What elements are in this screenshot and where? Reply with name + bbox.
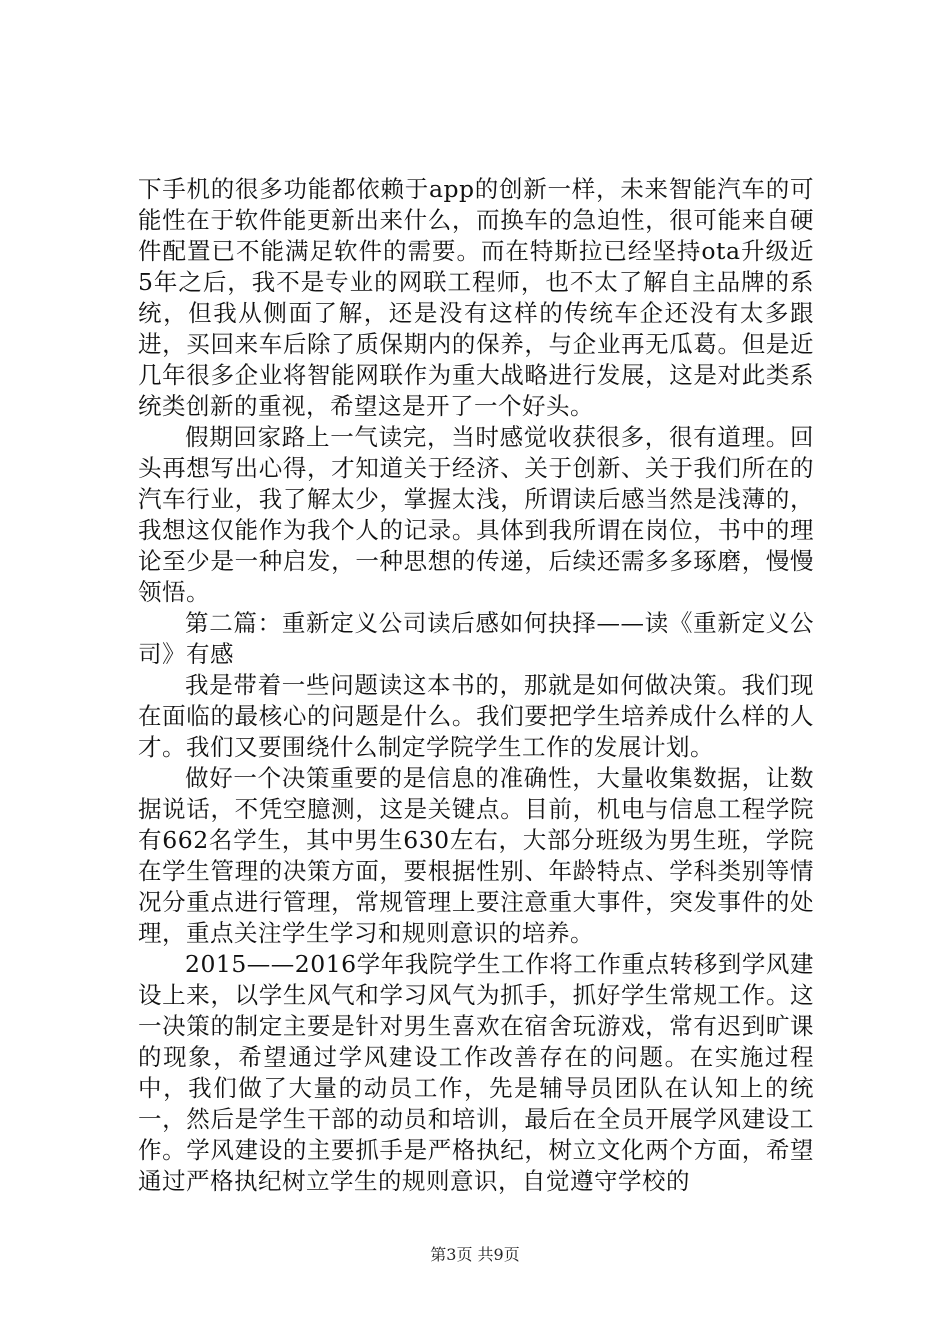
document-body	[138, 174, 814, 1197]
paragraph-reflection: 假期回家路上一气读完，当时感觉收获很多，很有道理。回头再想写出心得，才知道关于经济、关于创新、关于我们所在的汽车行业，我了解太少，掌握太浅，所谓读后感当然是浅薄的，我想这仅能作为我个人的记录。具体到我所谓在岗位，书中的理论至少是一种启发，一种思想的传递，后续还需多多琢磨，慢慢领悟。	[138, 423, 814, 606]
page-number-footer: 第3页 共9页	[430, 1245, 520, 1264]
paragraph-decision: 做好一个决策重要的是信息的准确性，大量收集数据，让数据说话，不凭空臆测，这是关键点。目前，机电与信息工程学院有662名学生，其中男生630左右，大部分班级为男生班，学院在学生管理的决策方面，要根据性别、年龄特点、学科类别等情况分重点进行管理，常规管理上要注意重大事件，突发事件的处理，重点关注学生学习和规则意识的培养。	[138, 764, 814, 947]
paragraph-intro: 我是带着一些问题读这本书的，那就是如何做决策。我们现在面临的最核心的问题是什么。我们要把学生培养成什么样的人才。我们又要围绕什么制定学院学生工作的发展计划。	[138, 671, 814, 761]
paragraph-study-style: 2015——2016学年我院学生工作将工作重点转移到学风建设上来，以学生风气和学习风气为抓手，抓好学生常规工作。这一决策的制定主要是针对男生喜欢在宿舍玩游戏，常有迟到旷课的现象，希望通过学风建设工作改善存在的问题。在实施过程中，我们做了大量的动员工作，先是辅导员团队在认知上的统一，然后是学生干部的动员和培训，最后在全员开展学风建设工作。学风建设的主要抓手是严格执纪，树立文化两个方面，希望通过严格执纪树立学生的规则意识，自觉遵守学校的	[138, 950, 814, 1195]
section-heading: 第二篇：重新定义公司读后感如何抉择——读《重新定义公司》有感	[138, 609, 814, 668]
paragraph-continuation: 下手机的很多功能都依赖于app的创新一样，未来智能汽车的可能性在于软件能更新出来什么，而换车的急迫性，很可能来自硬件配置已不能满足软件的需要。而在特斯拉已经坚持ota升级近5年之后，我不是专业的网联工程师，也不太了解自主品牌的系统，但我从侧面了解，还是没有这样的传统车企还没有太多跟进，买回来车后除了质保期内的保养，与企业再无瓜葛。但是近几年很多企业将智能网联作为重大战略进行发展，这是对此类系统类创新的重视，希望这是开了一个好头。	[138, 175, 814, 420]
